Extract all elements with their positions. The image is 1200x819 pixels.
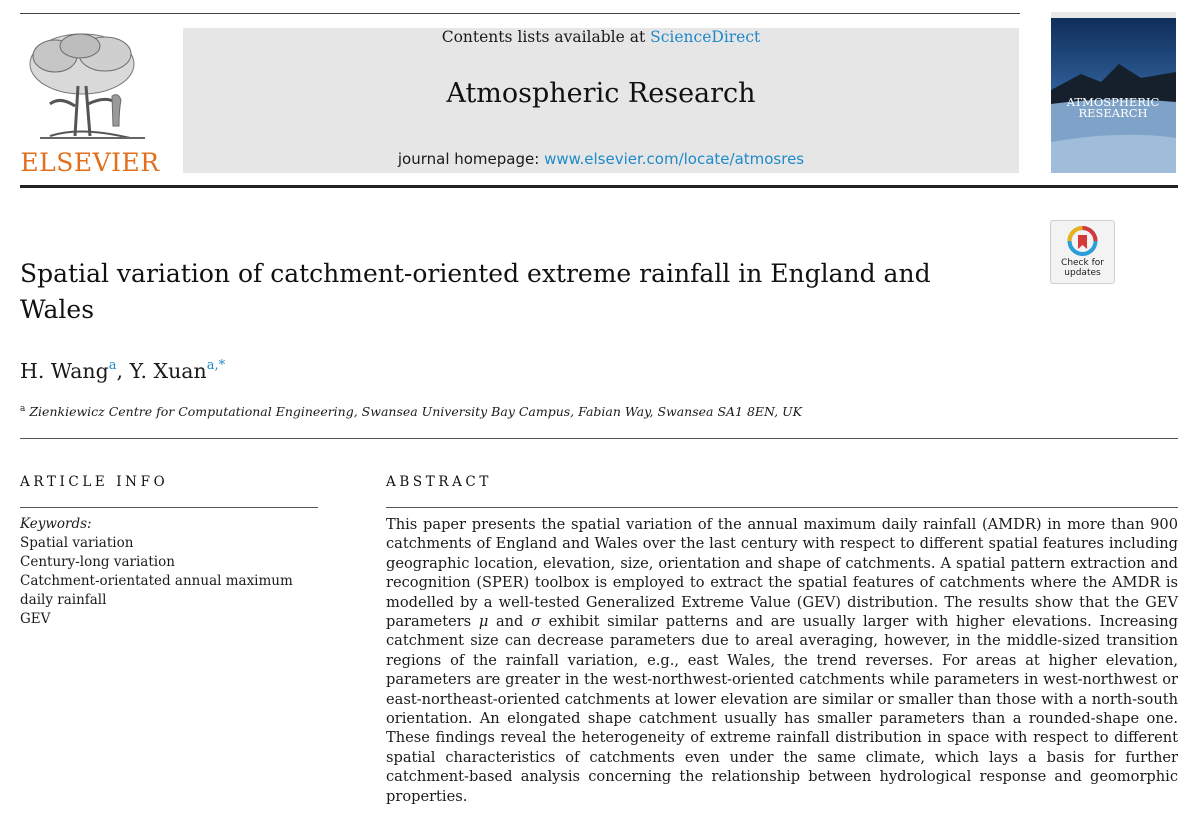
check-for-updates-icon (1051, 223, 1114, 259)
abstract-and: and (488, 613, 532, 631)
keyword-item: Spatial variation (20, 535, 134, 551)
author-affiliation-mark[interactable]: a,* (206, 358, 226, 373)
journal-title: Atmospheric Research (446, 78, 756, 109)
keyword-item: Century-long variation (20, 554, 175, 570)
top-rule (20, 13, 1020, 14)
article-info-heading: ARTICLE INFO (20, 474, 169, 490)
tree-icon (20, 26, 160, 151)
abstract-part-1: This paper presents the spatial variation of the annual maximum daily rainfall (AMDR) in more than 900 catchments of England and Wales over the last century with respect to different spatial features including geographic location, elevation, size, orientation and shape of catchments. A spatial pattern extraction and recognition (SPER) toolbox is employed to extract the spatial features of catchments where the AMDR is modelled by a well-tested Generalized Extreme Value (GEV) distribution. The results show that the GEV parameters (386, 516, 1178, 631)
mu-symbol: μ (478, 613, 489, 631)
author-affiliation-mark[interactable]: a (108, 358, 117, 373)
contents-prefix: Contents lists available at (441, 28, 651, 46)
cover-image (1051, 12, 1176, 173)
check-for-updates-button[interactable] (1050, 220, 1115, 284)
keywords-label: Keywords: (20, 516, 92, 532)
homepage-prefix: journal homepage: (397, 150, 545, 168)
header-rule (20, 185, 1178, 188)
affiliation-text: Zienkiewicz Centre for Computational Engineering, Swansea University Bay Campus, Fabian Way, Swansea SA1 8EN, UK (29, 404, 803, 419)
affiliation-mark: a (20, 404, 26, 414)
author-list (20, 352, 225, 385)
abstract-rule (386, 507, 1178, 508)
journal-homepage (183, 150, 1019, 168)
abstract-text (386, 515, 1178, 806)
publisher-name: ELSEVIER (20, 148, 160, 177)
author-name[interactable]: Y. Xuan (129, 359, 207, 383)
journal-header (183, 28, 1019, 173)
abstract-part-2: exhibit similar patterns and are usually larger with higher elevations. Increasing catchment size can decrease parameters due to areal averaging, however, in the middle-sized transition regions of the rainfall variation, e.g., east Wales, the trend reverses. For areas at higher elevation, parameters are greater in the west-northwest-oriented catchments while parameters in west-northwest or east-northeast-oriented catchments at lower elevation are similar or smaller than those with a north-south orientation. An elongated shape catchment usually has smaller parameters than a rounded-shape one. These findings reveal the heterogeneity of extreme rainfall distribution in space with respect to different spatial characteristics of catchments even under the same climate, which lays a basis for further catchment-based analysis concerning the relationship between hydrological response and geomorphic properties. (386, 613, 1178, 805)
check-for-updates-label: Check for updates (1061, 258, 1104, 278)
sciencedirect-link[interactable]: ScienceDirect (650, 28, 761, 46)
section-rule (20, 438, 1178, 439)
abstract-heading: ABSTRACT (386, 474, 492, 490)
author-name[interactable]: H. Wang (20, 359, 109, 383)
paper-title: Spatial variation of catchment-oriented extreme rainfall in England and Wales (20, 259, 931, 324)
cover-title: ATMOSPHERIC RESEARCH (1066, 95, 1160, 120)
journal-cover[interactable] (1051, 12, 1176, 173)
article-info-rule (20, 507, 318, 508)
contents-line (183, 28, 1019, 46)
affiliation (20, 401, 802, 420)
keyword-item: Catchment-orientated annual maximum daily rainfall (20, 573, 293, 608)
homepage-link[interactable]: www.elsevier.com/locate/atmosres (544, 150, 805, 168)
sigma-symbol: σ (531, 613, 542, 631)
author-separator: , (116, 359, 130, 383)
keywords-block (20, 515, 318, 629)
keyword-item: GEV (20, 611, 51, 627)
